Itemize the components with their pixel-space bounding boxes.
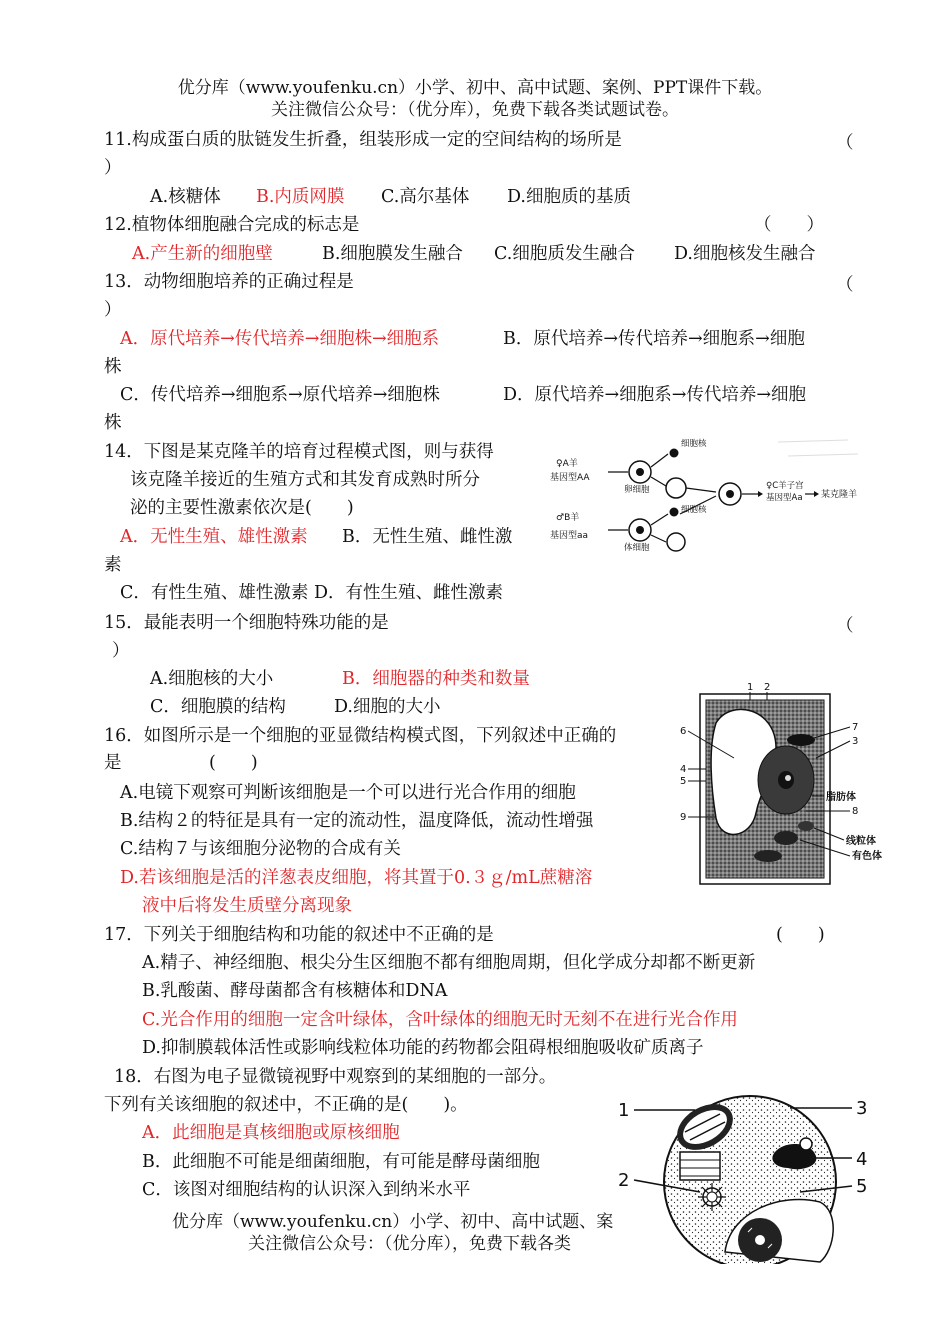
q12-option-b: B.细胞膜发生融合: [322, 244, 463, 264]
q11-option-d: D.细胞质的基质: [507, 187, 631, 207]
q18-option-a: A．此细胞是真核细胞或原核细胞: [142, 1123, 400, 1143]
q11-paren-open: （: [836, 133, 854, 153]
fig-label-2: 2: [764, 682, 771, 693]
fig-chromo: 有色体: [852, 851, 882, 862]
fig-sheep-a-1: ♀A羊: [556, 459, 578, 469]
q12-option-a: A.产生新的细胞壁: [132, 244, 273, 264]
q15-option-b: B．细胞器的种类和数量: [342, 669, 530, 689]
q16-option-d: D.若该细胞是活的洋葱表皮细胞，将其置于0.３ｇ/mL蔗糖溶: [120, 868, 593, 888]
q14-option-a: A．无性生殖、雄性激素: [120, 527, 308, 547]
header-line-1: 优分库（www.youfenku.cn）小学、初中、高中试题、案例、PPT课件下载。: [177, 78, 773, 98]
footer-line-1: 优分库（www.youfenku.cn）小学、初中、高中试题、案: [172, 1212, 614, 1232]
fig-body-cell: 体细胞: [624, 543, 650, 552]
q12-option-d: D.细胞核发生融合: [674, 244, 816, 264]
q16-option-c: C.结构７与该细胞分泌物的合成有关: [120, 839, 401, 859]
q17-option-b: B.乳酸菌、酵母菌都含有核糖体和DNA: [142, 981, 448, 1001]
fig-nucleus-bottom: 细胞核: [681, 505, 707, 515]
q16-option-b: B.结构２的特征是具有一定的流动性，温度降低，流动性增强: [120, 811, 594, 831]
q15-stem: 15．最能表明一个细胞特殊功能的是: [104, 613, 389, 633]
fig-clone: 某克隆羊: [821, 490, 858, 500]
q14-option-b: B．无性生殖、雌性激: [342, 527, 513, 547]
q18-stem-1: 18．右图为电子显微镜视野中观察到的某细胞的一部分。: [114, 1067, 557, 1087]
q15-paren-close: ）: [112, 641, 130, 661]
q11-stem: 11.构成蛋白质的肽链发生折叠，组装形成一定的空间结构的场所是: [104, 130, 622, 150]
q16-stem-2: 是 ( ): [104, 753, 258, 773]
fig-mito: 线粒体: [846, 836, 876, 847]
footer-line-2: 关注微信公众号：（优分库），免费下载各类: [248, 1234, 571, 1254]
header-line-2: 关注微信公众号：（优分库），免费下载各类试题试卷。: [271, 100, 679, 120]
fig18-label-1: 1: [618, 1100, 630, 1121]
q18-option-c: C．该图对细胞结构的认识深入到纳米水平: [142, 1180, 471, 1200]
q17-option-c: C.光合作用的细胞一定含叶绿体，含叶绿体的细胞无时无刻不在进行光合作用: [142, 1010, 738, 1030]
q16-option-d-wrap: 液中后将发生质壁分离现象: [142, 896, 352, 916]
q15-option-c: C．细胞膜的结构: [150, 697, 286, 717]
q13-option-b: B．原代培养→传代培养→细胞系→细胞: [503, 329, 805, 349]
q14-stem-3: 泌的主要性激素依次是( ): [130, 498, 354, 518]
fig-label-5: 5: [680, 776, 687, 787]
q12-stem: 12.植物体细胞融合完成的标志是: [104, 215, 360, 235]
q17-stem: 17．下列关于细胞结构和功能的叙述中不正确的是: [104, 925, 494, 945]
fig-label-8: 8: [852, 806, 859, 817]
fig18-label-5: 5: [856, 1176, 868, 1197]
q11-option-a: A.核糖体: [150, 187, 221, 207]
q13-option-c: C．传代培养→细胞系→原代培养→细胞株: [120, 385, 440, 405]
q17-option-d: D.抑制膜载体活性或影响线粒体功能的药物都会阻碍根细胞吸收矿质离子: [142, 1038, 704, 1058]
q13-option-a: A．原代培养→传代培养→细胞株→细胞系: [120, 329, 440, 349]
q14-stem-2: 该克隆羊接近的生殖方式和其发育成熟时所分: [130, 470, 480, 490]
fig18-label-4: 4: [856, 1149, 868, 1170]
q14-stem-1: 14．下图是某克隆羊的培育过程模式图，则与获得: [104, 442, 494, 462]
fig-label-7: 7: [852, 722, 859, 733]
q13-stem: 13．动物细胞培养的正确过程是: [104, 272, 354, 292]
q14-option-b-wrap: 素: [104, 555, 122, 575]
q13-option-d: D．原代培养→细胞系→传代培养→细胞: [503, 385, 807, 405]
q14-option-cd: C．有性生殖、雄性激素 D．有性生殖、雌性激素: [120, 583, 503, 603]
q15-paren-open: （: [836, 616, 854, 636]
q11-option-c: C.高尔基体: [381, 187, 470, 207]
q16-option-a: A.电镜下观察可判断该细胞是一个可以进行光合作用的细胞: [120, 783, 576, 803]
q12-option-c: C.细胞质发生融合: [494, 244, 635, 264]
fig-uterus-2: 基因型Aa: [766, 493, 803, 503]
micrograph-diagram: [610, 1072, 882, 1264]
q17-option-a: A.精子、神经细胞、根尖分生区细胞不都有细胞周期，但化学成分却都不断更新: [142, 953, 756, 973]
q13-paren-open: （: [836, 275, 854, 295]
q11-option-b: B.内质网膜: [256, 187, 345, 207]
fig18-label-2: 2: [618, 1170, 630, 1191]
q13-paren-close: ）: [104, 300, 122, 320]
q11-paren-close: ）: [104, 158, 122, 178]
cloning-diagram: [548, 434, 874, 552]
q18-option-b: B．此细胞不可能是细菌细胞，有可能是酵母菌细胞: [142, 1152, 540, 1172]
fig-egg-cell: 卵细胞: [624, 485, 650, 495]
q12-paren: （ ）: [754, 215, 824, 235]
fig-sheep-b-1: ♂B羊: [556, 513, 580, 523]
fig-uterus-1: ♀C羊子宫: [766, 481, 804, 491]
fig-sheep-b-2: 基因型aa: [550, 531, 589, 541]
q15-option-d: D.细胞的大小: [334, 697, 441, 717]
plant-cell-diagram: [676, 678, 894, 888]
q16-stem-1: 16．如图所示是一个细胞的亚显微结构模式图，下列叙述中正确的: [104, 726, 617, 746]
q13-option-d-wrap: 株: [104, 413, 122, 433]
q18-stem-2: 下列有关该细胞的叙述中，不正确的是( )。: [104, 1095, 468, 1115]
fig-label-1: 1: [747, 682, 754, 693]
q17-paren: ( ): [776, 925, 825, 945]
fig-sheep-a-2: 基因型AA: [550, 473, 590, 483]
fig-label-9: 9: [680, 812, 687, 823]
fig-label-6: 6: [680, 726, 687, 737]
fig-fat-body: 脂肪体: [826, 792, 856, 803]
fig18-label-3: 3: [856, 1098, 868, 1119]
fig-label-3a: 3: [852, 736, 859, 747]
q15-option-a: A.细胞核的大小: [150, 669, 274, 689]
fig-label-4: 4: [680, 764, 687, 775]
q13-option-b-wrap: 株: [104, 357, 122, 377]
fig-nucleus-top: 细胞核: [681, 439, 707, 449]
